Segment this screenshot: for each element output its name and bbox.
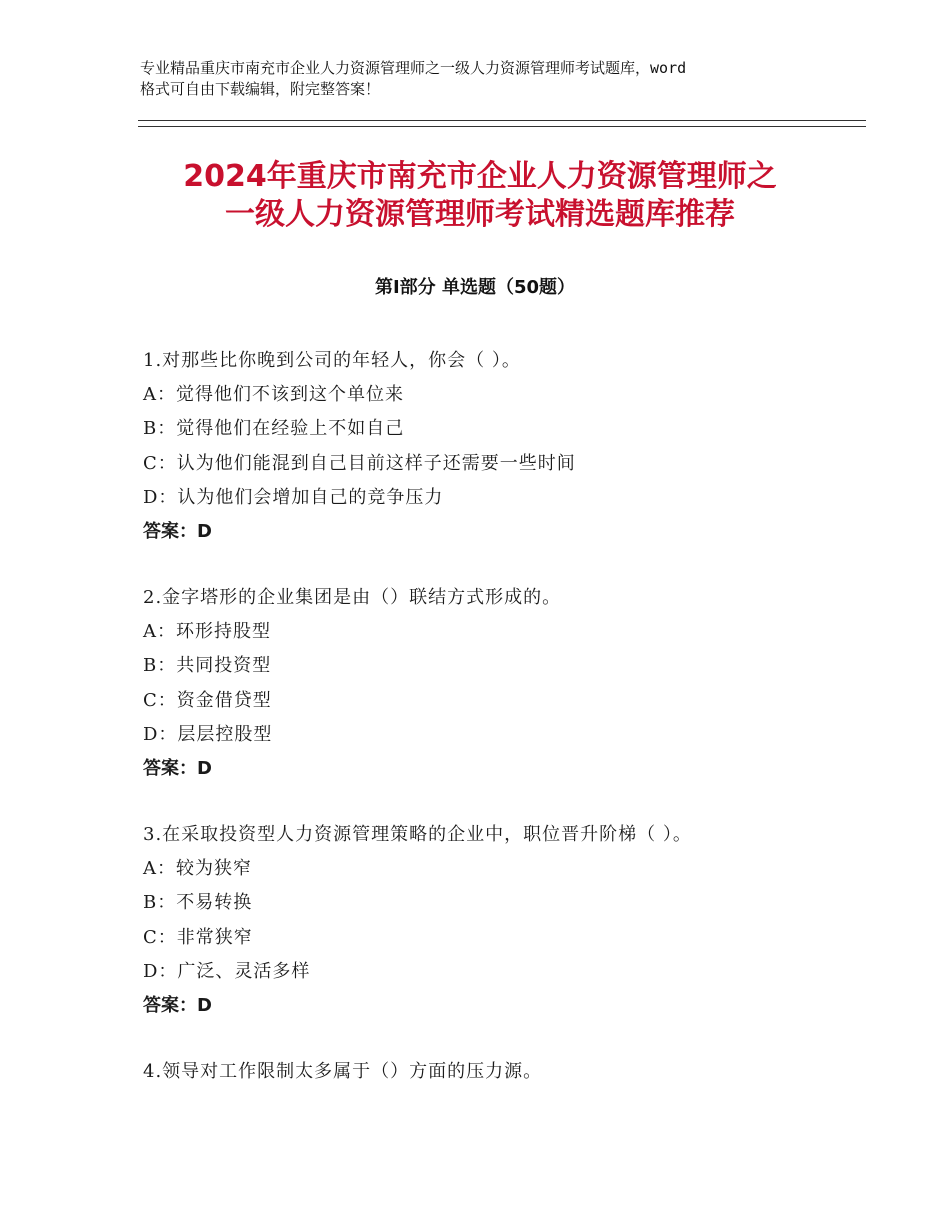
header-divider xyxy=(138,120,866,127)
option-d: D：认为他们会增加自己的竞争压力 xyxy=(143,486,444,508)
header-line-2: 格式可自由下载编辑，附完整答案！ xyxy=(140,80,381,98)
section-title: 第Ⅰ部分 单选题（50题） xyxy=(374,277,575,298)
option-a: A：环形持股型 xyxy=(143,621,271,643)
question-4 xyxy=(143,1055,883,1089)
option-a: A：觉得他们不该到这个单位来 xyxy=(143,384,404,406)
option-b: B：不易转换 xyxy=(143,892,253,914)
option-a: A：较为狭窄 xyxy=(143,858,252,880)
question-list xyxy=(143,344,883,1121)
question-stem: 3.在采取投资型人力资源管理策略的企业中，职位晋升阶梯（ ）。 xyxy=(143,824,692,846)
option-c: C：资金借贷型 xyxy=(143,689,272,711)
page-header xyxy=(140,58,830,100)
option-b: B：共同投资型 xyxy=(143,655,272,677)
answer: 答案：D xyxy=(143,758,212,780)
option-b: B：觉得他们在经验上不如自己 xyxy=(143,418,405,440)
header-line-1: 专业精品重庆市南充市企业人力资源管理师之一级人力资源管理师考试题库，word xyxy=(140,59,687,77)
document-title-line-1: 2024年重庆市南充市企业人力资源管理师之 xyxy=(183,159,777,194)
question-stem: 4.领导对工作限制太多属于（）方面的压力源。 xyxy=(143,1061,543,1083)
question-1 xyxy=(143,344,883,549)
answer: 答案：D xyxy=(143,995,212,1017)
option-c: C：非常狭窄 xyxy=(143,926,253,948)
document-title-line-2: 一级人力资源管理师考试精选题库推荐 xyxy=(225,197,735,232)
question-2 xyxy=(143,581,883,786)
question-3 xyxy=(143,818,883,1023)
option-c: C：认为他们能混到自己目前这样子还需要一些时间 xyxy=(143,452,576,474)
document-title xyxy=(90,158,870,234)
answer: 答案：D xyxy=(143,521,212,543)
option-d: D：层层控股型 xyxy=(143,723,273,745)
question-stem: 2.金字塔形的企业集团是由（）联结方式形成的。 xyxy=(143,587,562,609)
question-stem: 1.对那些比你晚到公司的年轻人，你会（ ）。 xyxy=(143,350,521,371)
option-d: D：广泛、灵活多样 xyxy=(143,960,311,982)
